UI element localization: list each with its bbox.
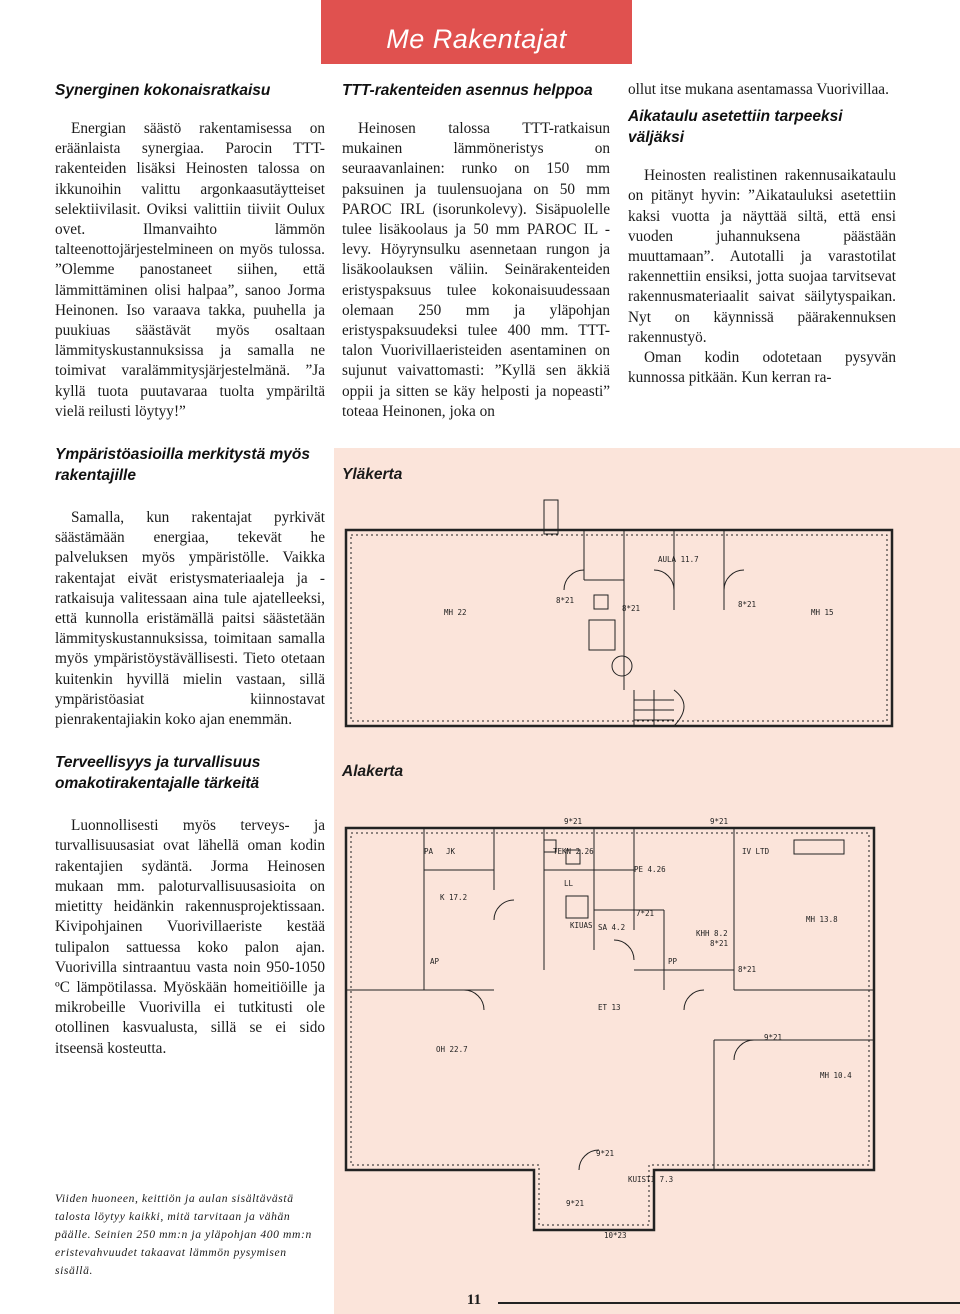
section-heading-schedule: Aikataulu asetettiin tarpeeksi väljäksi bbox=[628, 108, 843, 147]
header-title: Me Rakentajat bbox=[386, 24, 567, 54]
section-text-safety: Luonnollisesti myös terveys- ja turvallisuusasiat ovat lähellä oman kodin rakentajien sydäntä. Jorma Heinosen mukaan mm. paloturvallisuusasioita on mietitty heidänkin rakennusprojektissaan. Kivipohjainen Vuorivillaeriste kestää tulipalon sattuessa koko palon ajan. Vuorivilla sintraantuu vasta noin 950-1050 ºC lämpötilassa. Myöskään homeitiöille ja mikrobeille Vuorivilla ei tutkitusti ole otollinen kasvualusta, sillä se ei sido itseensä kosteutta. bbox=[55, 817, 325, 1057]
section-text-environment: Samalla, kun rakentajat pyrkivät säästämään energiaa, tekevät he palveluksen myös ympäristölle. Vaikka rakentajat eivät eristysmateriaaleja ja -ratkaisuja valitessaan aina tule ajatelleeksi, että kunnolla eristämällä paitsi säästetään lämmityskustannuksissa, toimitaan samalla myös ympäristöystävällisesti. Tieto otetaan kuitenkin hyvillä mielin vastaan, sillä ympäristöasiat kiinnostavat pienrakentajiakin koko ajan enemmän. bbox=[55, 509, 325, 729]
lower-floor-label: Alakerta bbox=[342, 763, 404, 780]
room-label-sa: SA 4.2 bbox=[598, 923, 626, 932]
upper-floor-plan bbox=[334, 490, 960, 750]
window-label-1023: 10*23 bbox=[604, 1231, 627, 1240]
room-label-pp: PP bbox=[668, 957, 678, 966]
upper-floor-label: Yläkerta bbox=[342, 466, 403, 483]
header-bar bbox=[321, 0, 632, 64]
section-heading-environment: Ympäristöasioilla merkitystä myös rakentajille bbox=[55, 446, 311, 485]
window-label-921c: 9*21 bbox=[764, 1033, 783, 1042]
plans-background-corner bbox=[334, 448, 960, 462]
window-label-821b: 8*21 bbox=[738, 965, 757, 974]
room-label-ivltd: IV LTD bbox=[742, 847, 770, 856]
room-label-ap: AP bbox=[430, 957, 440, 966]
section-text-installation: Heinosen talossa TTT-ratkaisun mukainen lämmöneristys on seuraavanlainen: runko on 150 mm paksuinen ja tuulensuojana on 50 mm PAROC IRL (isorunkolevy). Sisäpuolelle tulee lisäkoolaus ja 50 mm PAROC IL -levy. Höyrynsulku asennetaan rungon ja lisäkoolauksen väliin. Seinärakenteiden eristyspaksuus tulee kokonaisuudessaan olemaan 250 mm ja yläpohjan eristyspaksuudeksi tulee 400 mm. TTT-talon Vuorivillaeristeiden asentaminen on sujunut vaivattomasti: ”Kyllä sen äkkiä oppii ja sitten se käy helposti ja nopeasti” toteaa Heinonen, joka on bbox=[342, 120, 610, 420]
column-2 bbox=[342, 80, 610, 422]
room-label-k: K 17.2 bbox=[440, 893, 468, 902]
room-label-pe: PE 4.26 bbox=[634, 865, 666, 874]
room-label-pa: PA bbox=[424, 847, 434, 856]
window-label-1: 8*21 bbox=[556, 596, 575, 605]
room-label-tekn: TEKN 2.26 bbox=[553, 847, 594, 856]
room-label-kiuas: KIUAS bbox=[570, 921, 593, 930]
room-label-mh104: MH 10.4 bbox=[820, 1071, 852, 1080]
page-rule bbox=[498, 1302, 960, 1304]
column-1 bbox=[55, 80, 325, 1059]
section-text-synergy: Energian säästö rakentamisessa on eräänlaista synergiaa. Parocin TTT-rakenteiden lisäksi Heinosten talossa on ikkunoihin valittu argonkaasutäytteiset selektiivilasit. Oviksi valittiin tiiviit Oulux ovet. Ilmanvaihto lämmön talteenottojärjestelmineen on myös tulossa. ”Olemme panostaneet siihen, että lämmittäminen olisi halpaa”, sanoo Jorma Heinonen. Iso varaava takka, puuhella ja puukiuas säästävät myös osaltaan lämmityskustannuksissa ja samalla ne toimivat varalämmitysjärjestelmänä. ”Ja kyllä tuota puutavaraa tuolta ympäriltä vielä reilusti löytyy!” bbox=[55, 120, 325, 420]
room-label-mh15: MH 15 bbox=[811, 608, 834, 617]
window-label-921a: 9*21 bbox=[564, 817, 583, 826]
room-label-mh138: MH 13.8 bbox=[806, 915, 838, 924]
room-label-kuisti: KUISTI 7.3 bbox=[628, 1175, 674, 1184]
room-label-ll: LL bbox=[564, 879, 574, 888]
window-label-821a: 8*21 bbox=[710, 939, 729, 948]
window-label-721: 7*21 bbox=[636, 909, 655, 918]
page-number: 11 bbox=[466, 1292, 482, 1308]
section-heading-synergy: Synerginen kokonaisratkaisu bbox=[55, 82, 271, 99]
window-label-921d: 9*21 bbox=[596, 1149, 615, 1158]
window-label-921b: 9*21 bbox=[710, 817, 729, 826]
room-label-oh: OH 22.7 bbox=[436, 1045, 468, 1054]
section-text-schedule: Heinosten realistinen rakennusaikataulu on pitänyt hyvin: ”Aikatauluksi asetettiin kaksi vuotta ja näyttää siltä, että ensi vuoden juhannuksena päästään muuttamaan”. Autotalli ja varastotilat rakennettiin ensiksi, jotta suojaa tarvitsevat rakennusmateriaalit saivat säilytyspaikan. Nyt on käynnissä päärakennuksen rakennustyö. bbox=[628, 167, 896, 346]
section-heading-safety: Terveellisyys ja turvallisuus omakotirakentajalle tärkeitä bbox=[55, 754, 261, 793]
lower-floor-plan bbox=[334, 810, 960, 1250]
room-label-mh22: MH 22 bbox=[444, 608, 467, 617]
window-label-3: 8*21 bbox=[738, 600, 757, 609]
column-3 bbox=[628, 80, 896, 388]
window-label-2: 8*21 bbox=[622, 604, 641, 613]
room-label-et: ET 13 bbox=[598, 1003, 621, 1012]
room-label-jk: JK bbox=[446, 847, 456, 856]
room-label-khh: KHH 8.2 bbox=[696, 929, 728, 938]
section-heading-installation: TTT-rakenteiden asennus helppoa bbox=[342, 82, 593, 99]
section-text-schedule-2: Oman kodin odotetaan pysyvän kunnossa pitkään. Kun kerran ra- bbox=[628, 349, 896, 387]
window-label-921e: 9*21 bbox=[566, 1199, 585, 1208]
plan-caption: Viiden huoneen, keittiön ja aulan sisältävästä talosta löytyy kaikki, mitä tarvitaan ja vähän päälle. Seinien 250 mm:n ja yläpohjan 400 mm:n eristevahvuudet takaavat lämmön pysymisen sisällä. bbox=[55, 1192, 312, 1277]
room-label-aula: AULA 11.7 bbox=[658, 555, 699, 564]
continued-text: ollut itse mukana asentamassa Vuorivillaa. bbox=[628, 81, 889, 98]
